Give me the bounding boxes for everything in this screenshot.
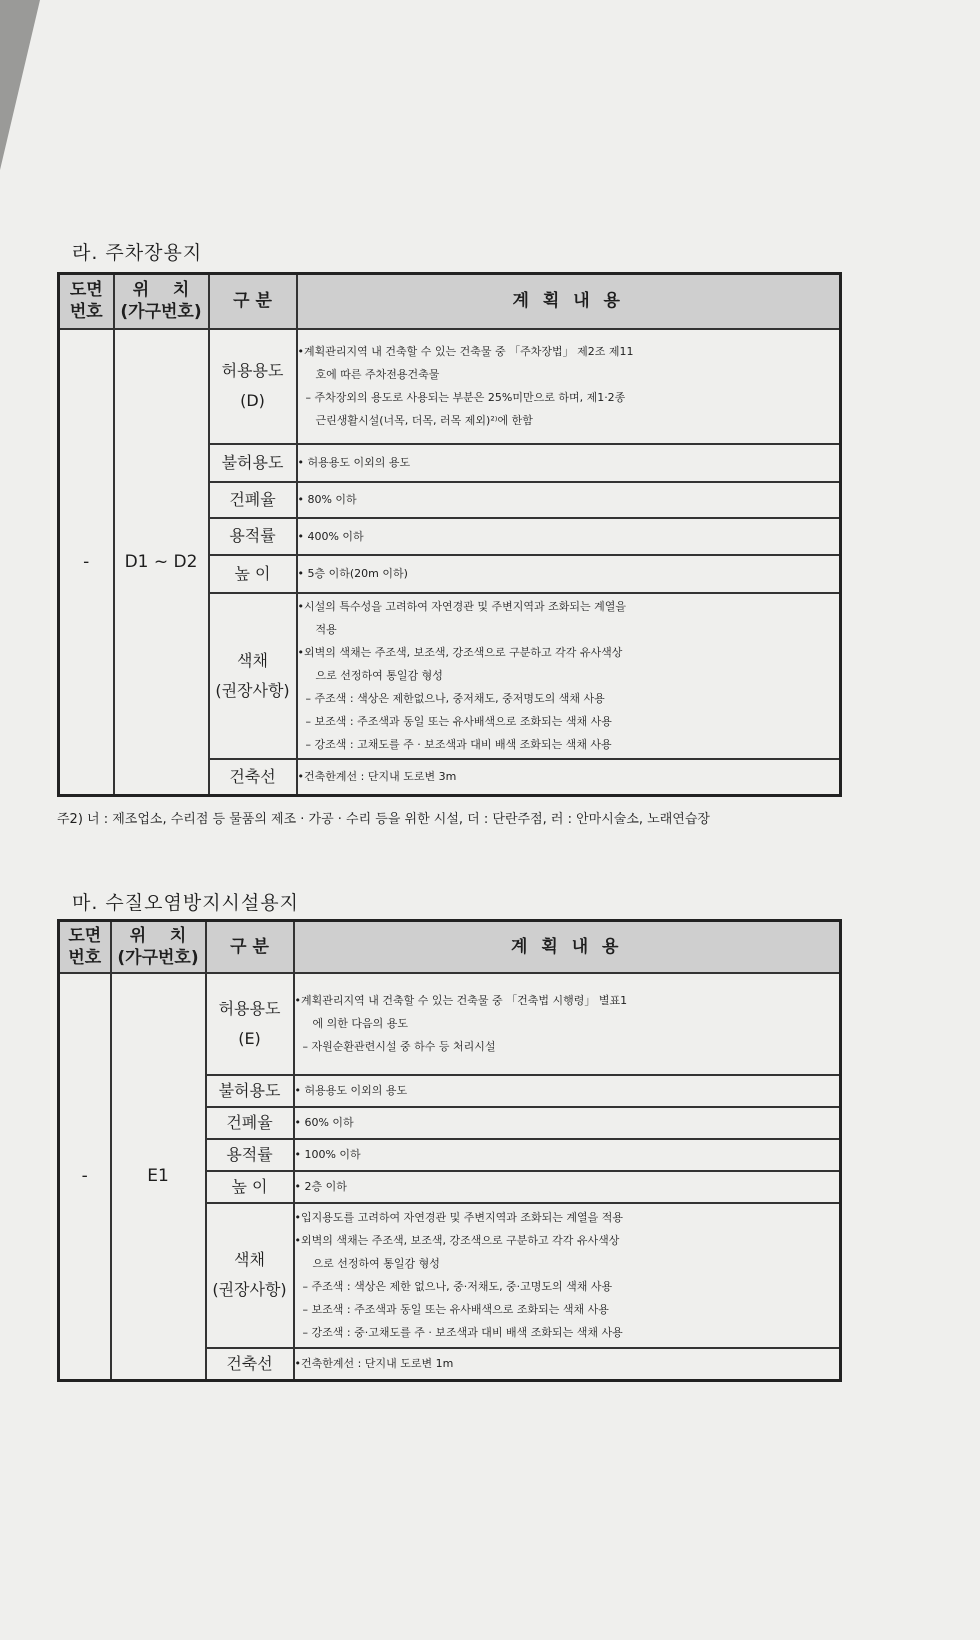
parking-lot-plan-table [57,272,842,797]
category-cell [209,444,297,482]
category-label: 색채 [234,1250,265,1269]
plan-content-line: – 주차장외의 용도로 사용되는 부분은 25%미만으로 하며, 제1·2종 [305,391,626,404]
plan-content-line: •외벽의 색채는 주조색, 보조색, 강조색으로 구분하고 각각 유사색상 [294,1234,620,1247]
category-cell [206,1139,294,1171]
category-label: 건폐율 [226,1112,273,1132]
plan-content-cell [294,1171,841,1203]
plan-content-cell [297,555,841,593]
plan-content-line: •시설의 특수성을 고려하여 자연경관 및 주변지역과 조화되는 계열을 [297,600,626,613]
category-label: 건축선 [226,1353,273,1373]
category-cell [206,1075,294,1107]
plan-content-line: • 5층 이하(20m 이하) [297,567,408,580]
plan-content-line: – 강조색 : 고채도를 주 · 보조색과 대비 배색 조화되는 색채 사용 [305,738,612,751]
plan-content-line: • 허용용도 이외의 용도 [294,1084,408,1097]
category-cell [209,482,297,518]
location-cell: D1 ~ D2 [114,329,209,796]
header-category: 구 분 [209,274,297,329]
category-cell [209,518,297,555]
category-label: 건축선 [229,766,276,786]
plan-content-line: • 허용용도 이외의 용도 [297,456,411,469]
plan-content-cell [297,518,841,555]
plan-content-line: 으로 선정하여 통일감 형성 [315,669,443,682]
drawing-number-cell: - [59,973,111,1381]
category-cell [209,593,297,759]
plan-content-line: •계획관리지역 내 건축할 수 있는 건축물 중 「주차장법」 제2조 제11 [297,345,634,358]
header-location: 위 치 (가구번호) [111,921,206,973]
plan-content-line: – 보조색 : 주조색과 동일 또는 유사배색으로 조화되는 색채 사용 [302,1303,609,1316]
header-drawing-no: 도면 번호 [59,274,114,329]
category-label: 허용용도 [218,998,281,1018]
plan-content-line: 으로 선정하여 통일감 형성 [312,1257,440,1270]
plan-content-line: • 400% 이하 [297,529,364,543]
page-corner-shadow [0,0,40,170]
plan-content-line: 적용 [315,623,337,636]
header-location: 위 치 (가구번호) [114,274,209,329]
plan-content-line: – 강조색 : 중·고채도를 주 · 보조색과 대비 배색 조화되는 색채 사용 [302,1326,623,1339]
category-cell [206,1348,294,1381]
category-cell [209,759,297,796]
plan-content-cell [294,1348,841,1381]
plan-content-line: •외벽의 색채는 주조색, 보조색, 강조색으로 구분하고 각각 유사색상 [297,646,623,659]
category-label: 건폐율 [229,489,276,509]
plan-content-line: •건축한계선 : 단지내 도로변 3m [297,770,457,784]
plan-content-line: •계획관리지역 내 건축할 수 있는 건축물 중 「건축법 시행령」 별표1 [294,994,628,1007]
plan-content-line: • 100% 이하 [294,1148,361,1161]
category-cell [206,1203,294,1348]
category-label: (권장사항) [212,1280,287,1299]
category-label: 높 이 [234,563,271,583]
category-cell [206,1107,294,1139]
plan-content-cell [297,329,841,444]
footnote: 주2) 너 : 제조업소, 수리점 등 물품의 제조 · 가공 · 수리 등을 위한 시설, 더 : 단란주점, 러 : 안마시술소, 노래연습장 [57,812,710,827]
plan-content-cell [294,1139,841,1171]
category-label: 높 이 [231,1176,268,1196]
plan-content-cell [294,973,841,1075]
plan-content-line: •입지용도를 고려하여 자연경관 및 주변지역과 조화되는 계열을 적용 [294,1211,623,1224]
water-pollution-facility-plan-table [57,919,842,1382]
category-cell [206,973,294,1075]
category-cell [209,555,297,593]
header-plan-content: 계 획 내 용 [297,274,841,329]
category-label: (권장사항) [215,680,290,700]
category-cell [209,329,297,444]
header-category: 구 분 [206,921,294,973]
plan-content-line: 호에 따른 주차전용건축물 [315,368,440,381]
plan-row [59,329,841,444]
section-title-water-pollution: 마. 수질오염방지시설용지 [72,892,299,914]
category-cell [206,1171,294,1203]
plan-content-line: – 자원순환관련시설 중 하수 등 처리시설 [302,1040,496,1053]
category-label: 불허용도 [221,452,284,472]
plan-content-line: – 주조색 : 색상은 제한없으나, 중저채도, 중저명도의 색채 사용 [305,692,605,705]
category-label: 허용용도 [221,361,284,380]
plan-content-cell [297,444,841,482]
plan-content-line: • 2층 이하 [294,1180,347,1193]
category-label: 용적률 [226,1144,273,1164]
section-title-parking: 라. 주차장용지 [72,242,203,264]
header-drawing-no: 도면 번호 [59,921,111,973]
plan-row [59,973,841,1075]
drawing-number-cell: - [59,329,114,796]
plan-content-line: • 80% 이하 [297,493,357,506]
plan-content-cell [294,1203,841,1348]
location-cell: E1 [111,973,206,1381]
plan-content-line: • 60% 이하 [294,1116,354,1129]
category-label: (E) [238,1028,261,1048]
category-label: 색채 [237,650,268,670]
plan-content-cell [294,1075,841,1107]
category-label: 용적률 [229,526,276,545]
plan-content-line: – 보조색 : 주조색과 동일 또는 유사배색으로 조화되는 색채 사용 [305,715,612,728]
plan-content-cell [297,593,841,759]
plan-content-cell [297,759,841,796]
plan-content-line: – 주조색 : 색상은 제한 없으나, 중·저채도, 중·고명도의 색채 사용 [302,1280,613,1293]
plan-content-cell [294,1107,841,1139]
plan-content-line: •건축한계선 : 단지내 도로변 1m [294,1357,454,1370]
plan-content-line: 에 의한 다음의 용도 [312,1017,408,1030]
header-plan-content: 계 획 내 용 [294,921,841,973]
category-label: (D) [240,391,265,410]
plan-content-line: 근린생활시설(너목, 더목, 러목 제외)²⁾에 한함 [315,414,533,427]
category-label: 불허용도 [218,1080,281,1100]
plan-content-cell [297,482,841,518]
